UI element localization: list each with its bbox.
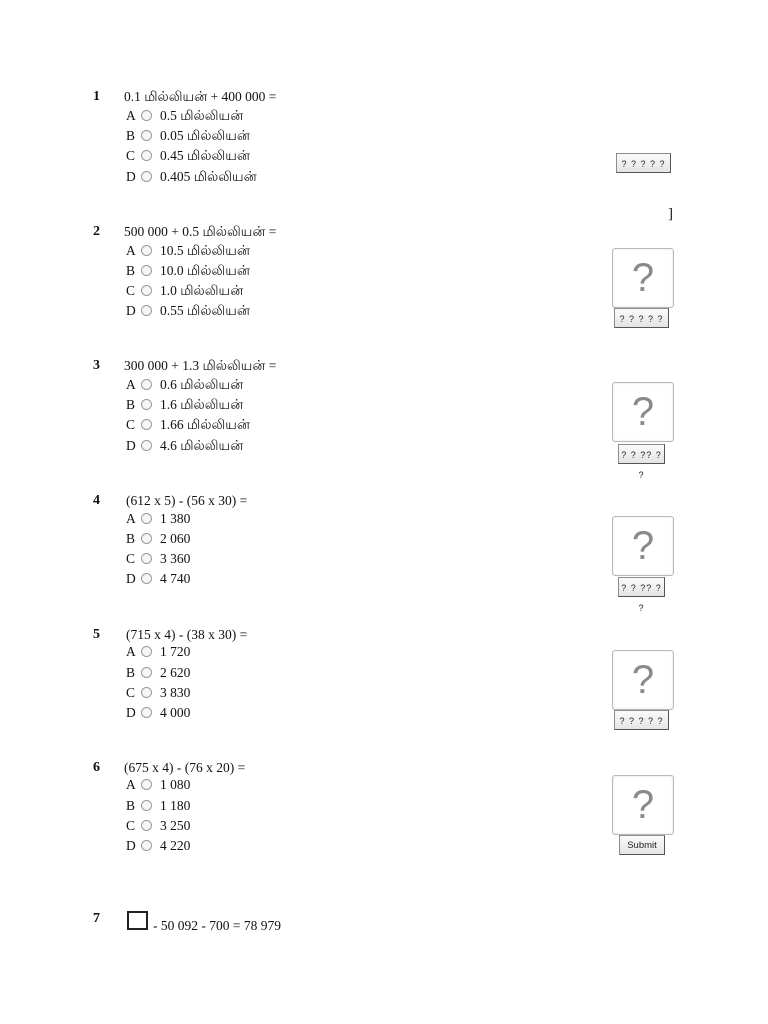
check-answer-button[interactable]: ? ? ? ? ? <box>614 308 669 328</box>
option-text: 0.6 மில்லியன் <box>160 377 244 392</box>
option-letter: C <box>126 148 136 163</box>
option-d[interactable] <box>126 303 250 321</box>
option-letter: B <box>126 798 136 813</box>
option-b[interactable] <box>126 128 250 146</box>
option-letter: D <box>126 169 136 184</box>
question-text: (715 x 4) - (38 x 30) = <box>126 627 248 642</box>
question-mark-placeholder <box>612 248 674 308</box>
option-text: 1 080 <box>160 777 191 792</box>
radio-button[interactable] <box>141 150 152 161</box>
option-b[interactable] <box>126 397 243 415</box>
question-text: 0.1 மில்லியன் + 400 000 = <box>124 89 277 104</box>
option-letter: D <box>126 303 136 318</box>
question-mark-placeholder <box>612 650 674 710</box>
option-text: 1.0 மில்லியன் <box>160 283 244 298</box>
option-letter: C <box>126 283 136 298</box>
question-text: (675 x 4) - (76 x 20) = <box>124 760 246 775</box>
question-number: 6 <box>93 760 100 775</box>
option-letter: D <box>126 705 136 720</box>
option-a[interactable] <box>126 777 190 793</box>
option-text: 0.55 மில்லியன் <box>160 303 250 318</box>
option-text: 1.66 மில்லியன் <box>160 417 250 432</box>
radio-button[interactable] <box>141 305 152 316</box>
option-text: 0.5 மில்லியன் <box>160 108 244 123</box>
option-d[interactable] <box>126 838 190 854</box>
option-d[interactable] <box>126 571 190 587</box>
radio-button[interactable] <box>141 840 152 851</box>
submit-button[interactable]: Submit <box>619 835 665 855</box>
option-letter: C <box>126 417 136 432</box>
radio-button[interactable] <box>141 800 152 811</box>
option-letter: A <box>126 644 136 659</box>
option-b[interactable] <box>126 531 190 547</box>
radio-button[interactable] <box>141 820 152 831</box>
question-mark-icon: ? <box>631 256 655 300</box>
option-text: 1.6 மில்லியன் <box>160 397 244 412</box>
radio-button[interactable] <box>141 285 152 296</box>
option-d[interactable] <box>126 169 257 187</box>
option-letter: A <box>126 777 136 792</box>
check-answer-button[interactable]: ? ? ? ? ? <box>616 153 671 173</box>
radio-button[interactable] <box>141 687 152 698</box>
option-text: 3 830 <box>160 685 191 700</box>
radio-button[interactable] <box>141 573 152 584</box>
option-text: 4 220 <box>160 838 191 853</box>
option-letter: C <box>126 551 136 566</box>
option-a[interactable] <box>126 644 190 660</box>
question-mark-placeholder <box>612 775 674 835</box>
radio-button[interactable] <box>141 110 152 121</box>
option-c[interactable] <box>126 685 190 701</box>
question-text: - 50 092 - 700 = 78 979 <box>153 918 281 933</box>
option-text: 1 380 <box>160 511 191 526</box>
option-text: 0.05 மில்லியன் <box>160 128 250 143</box>
option-letter: B <box>126 665 136 680</box>
radio-button[interactable] <box>141 419 152 430</box>
question-mark-placeholder <box>612 516 674 576</box>
option-text: 0.45 மில்லியன் <box>160 148 250 163</box>
option-letter: A <box>126 108 136 123</box>
option-a[interactable] <box>126 511 190 527</box>
option-text: 2 060 <box>160 531 191 546</box>
bracket-mark: ] <box>668 206 673 222</box>
radio-button[interactable] <box>141 779 152 790</box>
radio-button[interactable] <box>141 533 152 544</box>
option-text: 0.405 மில்லியன் <box>160 169 257 184</box>
option-a[interactable] <box>126 377 243 395</box>
option-c[interactable] <box>126 551 190 567</box>
question-mark-icon: ? <box>631 524 655 568</box>
question-number: 1 <box>93 89 100 104</box>
option-text: 1 180 <box>160 798 191 813</box>
question-mark-icon: ? <box>631 390 655 434</box>
radio-button[interactable] <box>141 245 152 256</box>
option-a[interactable] <box>126 243 250 261</box>
option-a[interactable] <box>126 108 243 126</box>
option-letter: D <box>126 571 136 586</box>
option-letter: D <box>126 438 136 453</box>
option-b[interactable] <box>126 798 190 814</box>
question-number: 3 <box>93 358 100 373</box>
radio-button[interactable] <box>141 646 152 657</box>
option-letter: A <box>126 377 136 392</box>
question-number: 5 <box>93 627 100 642</box>
option-text: 2 620 <box>160 665 191 680</box>
option-letter: B <box>126 397 136 412</box>
option-c[interactable] <box>126 148 250 166</box>
option-text: 10.5 மில்லியன் <box>160 243 250 258</box>
radio-button[interactable] <box>141 440 152 451</box>
radio-button[interactable] <box>141 513 152 524</box>
check-answer-button[interactable]: ? ? ?? ? ? <box>618 577 665 597</box>
option-text: 3 250 <box>160 818 191 833</box>
option-text: 4 740 <box>160 571 191 586</box>
option-text: 4.6 மில்லியன் <box>160 438 244 453</box>
question-mark-icon: ? <box>631 658 655 702</box>
check-answer-button[interactable]: ? ? ? ? ? <box>614 710 669 730</box>
radio-button[interactable] <box>141 265 152 276</box>
radio-button[interactable] <box>141 667 152 678</box>
option-letter: B <box>126 263 136 278</box>
question-mark-icon: ? <box>631 783 655 827</box>
question-text: (612 x 5) - (56 x 30) = <box>126 493 248 508</box>
question-mark-placeholder <box>612 382 674 442</box>
option-d[interactable] <box>126 438 243 456</box>
question-number: 2 <box>93 224 100 239</box>
option-b[interactable] <box>126 665 190 681</box>
radio-button[interactable] <box>141 707 152 718</box>
question-text: 500 000 + 0.5 மில்லியன் = <box>124 224 277 239</box>
option-letter: C <box>126 685 136 700</box>
option-letter: B <box>126 531 136 546</box>
answer-input-box[interactable] <box>127 911 148 930</box>
question-text: 300 000 + 1.3 மில்லியன் = <box>124 358 277 373</box>
option-b[interactable] <box>126 263 250 281</box>
question-number: 7 <box>93 911 100 926</box>
option-letter: D <box>126 838 136 853</box>
option-letter: A <box>126 511 136 526</box>
option-c[interactable] <box>126 417 250 435</box>
radio-button[interactable] <box>141 379 152 390</box>
option-text: 1 720 <box>160 644 191 659</box>
option-c[interactable] <box>126 283 243 301</box>
option-letter: B <box>126 128 136 143</box>
option-letter: A <box>126 243 136 258</box>
check-answer-button[interactable]: ? ? ?? ? ? <box>618 444 665 464</box>
option-d[interactable] <box>126 705 190 721</box>
option-c[interactable] <box>126 818 190 834</box>
radio-button[interactable] <box>141 553 152 564</box>
option-letter: C <box>126 818 136 833</box>
radio-button[interactable] <box>141 399 152 410</box>
option-text: 3 360 <box>160 551 191 566</box>
question-number: 4 <box>93 493 100 508</box>
option-text: 4 000 <box>160 705 191 720</box>
radio-button[interactable] <box>141 171 152 182</box>
option-text: 10.0 மில்லியன் <box>160 263 250 278</box>
radio-button[interactable] <box>141 130 152 141</box>
